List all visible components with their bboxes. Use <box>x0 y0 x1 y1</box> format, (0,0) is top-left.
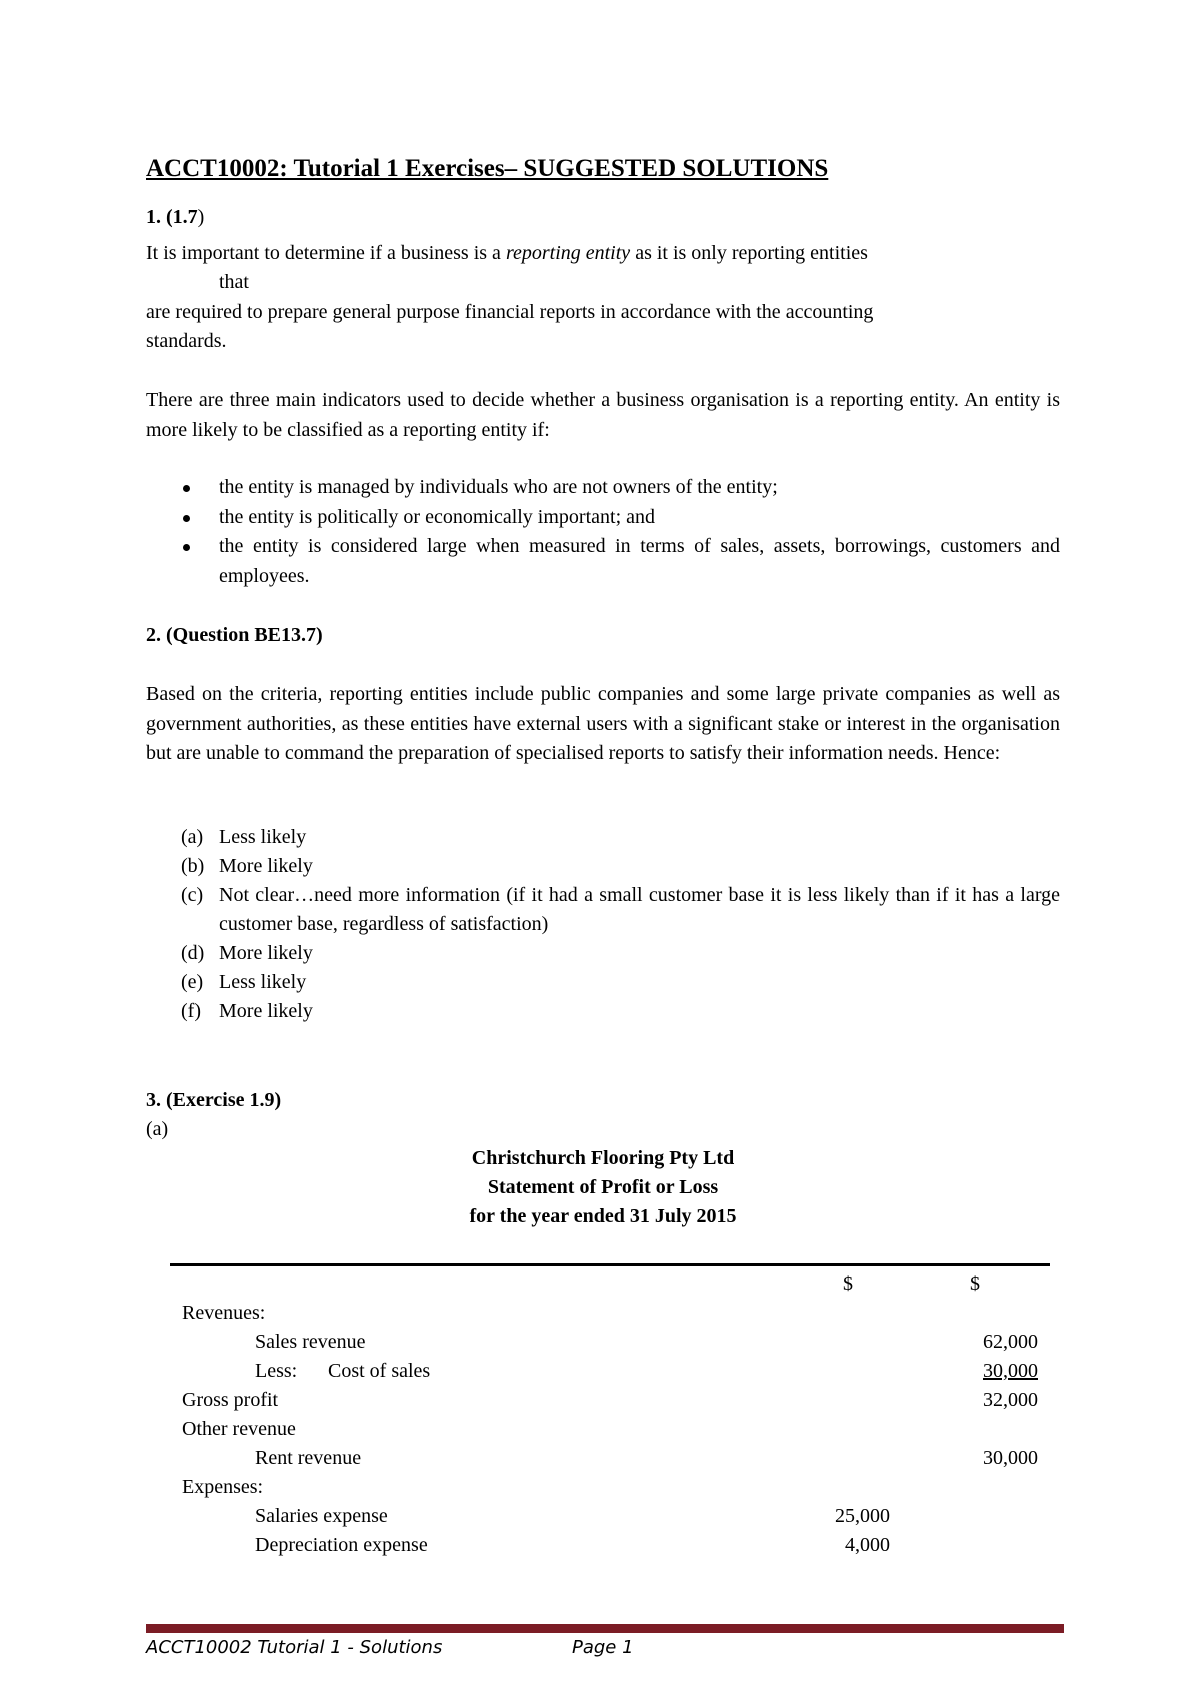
row-label: Salaries expense <box>255 1505 388 1527</box>
statement-company: Christchurch Flooring Pty Ltd <box>471 1147 735 1169</box>
table-row <box>170 1357 1050 1386</box>
list-item <box>146 968 1060 997</box>
q1-para1-line2: that <box>219 271 249 293</box>
q2-answer-list <box>146 823 1060 1026</box>
footer-course: ACCT10002 Tutorial 1 - Solutions <box>146 1637 443 1658</box>
list-marker: (f) <box>181 1000 201 1022</box>
row-value: 32,000 <box>983 1389 1038 1411</box>
row-value: 30,000 <box>983 1360 1038 1382</box>
row-label: Expenses: <box>182 1476 264 1498</box>
q1-bullet-list <box>146 473 1060 591</box>
list-item <box>146 823 1060 852</box>
bullet-text: the entity is managed by individuals who are not owners of the entity; <box>219 476 778 498</box>
q1-paragraph-2: There are three main indicators used to decide whether a business organisation is a reporting entity. An entity is more likely to be classified as a reporting entity if: <box>146 389 1060 441</box>
table-row <box>170 1328 1050 1357</box>
row-value: 25,000 <box>835 1505 890 1527</box>
bullet-text: the entity is politically or economically important; and <box>219 505 656 528</box>
q1-ref: 1.7 <box>172 206 198 228</box>
table-row <box>170 1502 1050 1531</box>
row-label: Gross profit <box>182 1389 279 1411</box>
row-label: Rent revenue <box>255 1447 362 1469</box>
col2-header: $ <box>970 1273 980 1295</box>
list-text: More likely <box>219 855 313 877</box>
list-item <box>146 473 1060 503</box>
list-marker: (d) <box>181 942 205 964</box>
list-text: Less likely <box>219 826 307 848</box>
statement-title: Statement of Profit or Loss <box>487 1176 719 1198</box>
row-label: Depreciation expense <box>255 1534 428 1556</box>
list-item <box>146 503 1060 533</box>
bullet-icon <box>183 515 190 522</box>
footer-bar <box>146 1624 1064 1633</box>
row-value: 30,000 <box>983 1447 1038 1469</box>
table-top-rule <box>170 1263 1050 1266</box>
page-title: ACCT10002: Tutorial 1 Exercises– SUGGESTED SOLUTIONS <box>146 155 829 182</box>
q1-close: ) <box>197 206 205 228</box>
q1-para1-italic: reporting entity <box>505 242 631 264</box>
statement-period: for the year ended 31 July 2015 <box>469 1205 737 1227</box>
table-row <box>170 1444 1050 1473</box>
q1-paragraph-1 <box>146 239 1060 269</box>
q1-para1-line4: standards. <box>146 330 227 352</box>
list-text: Not clear…need more information (if it had a small customer base it is less likely than if it has a large customer base, regardless of satisfaction) <box>219 884 1060 935</box>
list-text: Less likely <box>219 971 307 993</box>
row-label: Sales revenue <box>255 1331 366 1353</box>
q1-para1-line3: are required to prepare general purpose financial reports in accordance with the accounting <box>146 301 874 323</box>
footer-page-number: Page 1 <box>572 1637 634 1658</box>
list-marker: (b) <box>181 855 205 877</box>
list-item <box>146 532 1060 591</box>
bullet-icon <box>183 485 190 492</box>
bullet-icon <box>183 544 190 551</box>
q1-para1-text: It is important to determine if a business is a <box>146 242 506 264</box>
bullet-text: the entity is considered large when measured in terms of sales, assets, borrowings, customers and employees. <box>219 535 1060 587</box>
table-row <box>170 1415 1050 1444</box>
row-label: Less: <box>255 1360 298 1382</box>
table-row <box>170 1270 1050 1299</box>
q1-heading <box>146 203 204 232</box>
table-row <box>170 1386 1050 1415</box>
q3-subpart: (a) <box>146 1118 169 1140</box>
list-text: More likely <box>219 1000 313 1022</box>
col1-header: $ <box>843 1273 853 1295</box>
list-text: More likely <box>219 942 313 964</box>
list-item <box>146 997 1060 1026</box>
table-row <box>170 1299 1050 1328</box>
list-marker: (e) <box>181 971 204 993</box>
q1-para1-text-2: as it is only reporting entities <box>630 242 868 264</box>
row-label: Other revenue <box>182 1418 296 1440</box>
list-item <box>146 852 1060 881</box>
q3-heading: 3. (Exercise 1.9) <box>146 1089 282 1111</box>
row-value: 4,000 <box>845 1534 890 1556</box>
row-label: Cost of sales <box>328 1360 431 1382</box>
row-value: 62,000 <box>983 1331 1038 1353</box>
q2-heading: 2. (Question BE13.7) <box>146 624 323 646</box>
list-marker: (c) <box>181 884 204 906</box>
row-label: Revenues: <box>182 1302 266 1324</box>
list-item <box>146 939 1060 968</box>
table-row <box>170 1531 1050 1560</box>
list-item <box>146 881 1060 939</box>
q2-paragraph: Based on the criteria, reporting entities include public companies and some large private companies as well as government authorities, as these entities have external users with a significant stake or interest in the organisation but are unable to command the preparation of specialised reports to satisfy their information needs. Hence: <box>146 683 1060 764</box>
list-marker: (a) <box>181 826 204 848</box>
table-row <box>170 1473 1050 1502</box>
q1-number: 1. ( <box>146 206 173 228</box>
